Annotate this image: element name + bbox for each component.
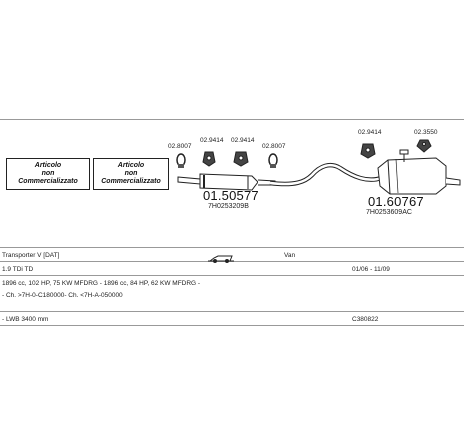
vehicle-type: Van <box>284 252 296 259</box>
vehicle-model: Transporter V [DAT] <box>2 252 60 259</box>
fitting-code-1: 02.8007 <box>168 143 192 150</box>
intermediate-pipe <box>270 165 384 184</box>
box-2-line-1: Articolo <box>117 162 145 169</box>
van-icon <box>208 256 234 263</box>
box-2-line-2: non <box>124 170 138 177</box>
box-2-line-3: Commercializzato <box>101 178 161 185</box>
rubber-hanger-icon-2 <box>234 152 248 166</box>
bracket-icon <box>417 140 431 152</box>
rubber-hanger-icon-1 <box>203 152 215 166</box>
fitting-code-5: 02.9414 <box>358 129 382 136</box>
engine-desc: 1.9 TDi TD <box>2 266 34 273</box>
engine-spec: 1896 cc, 102 HP, 75 KW MFDRG - 1896 cc, 84 HP, 62 KW MFDRG - <box>2 280 201 287</box>
clamp-icon <box>177 154 185 168</box>
catalog-code: C380822 <box>352 316 379 323</box>
middle-silencer-oem-ref: 7H0253209B <box>208 203 249 210</box>
wheelbase: - LWB 3400 mm <box>2 316 49 323</box>
clamp-icon-2 <box>269 154 277 168</box>
front-pipe <box>178 177 200 184</box>
fitting-code-6: 02.3550 <box>414 129 438 136</box>
fitting-code-3: 02.9414 <box>231 137 255 144</box>
box-1-line-1: Articolo <box>34 162 62 169</box>
middle-silencer-part-number: 01.50577 <box>203 188 259 203</box>
chassis-range: - Ch. >7H-0-C180000- Ch. <7H-A-050000 <box>2 292 123 299</box>
box-1-line-2: non <box>41 170 55 177</box>
fitting-code-2: 02.9414 <box>200 137 224 144</box>
rear-silencer-part-number: 01.60767 <box>368 194 424 209</box>
box-1-line-3: Commercializzato <box>18 178 78 185</box>
production-years: 01/06 - 11/09 <box>352 266 390 273</box>
rubber-hanger-icon-3 <box>361 144 375 158</box>
fitting-code-4: 02.8007 <box>262 143 286 150</box>
rear-silencer-oem-ref: 7H0253609AC <box>366 209 412 216</box>
